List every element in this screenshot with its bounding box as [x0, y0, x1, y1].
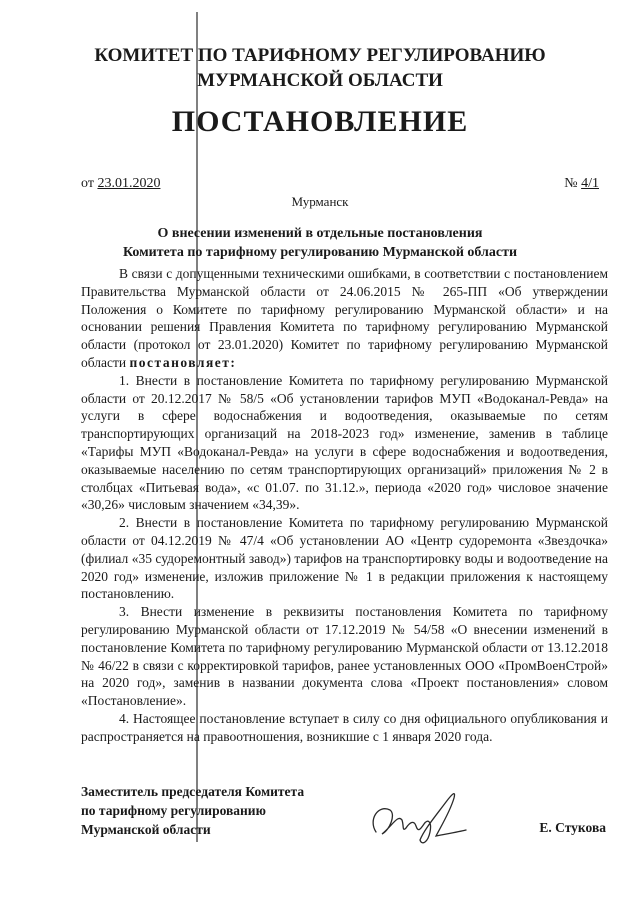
number-prefix: № — [564, 176, 582, 191]
item-2-paragraph: 2. Внести в постановление Комитета по тарифному регулированию Мурманской области от 04.12.2019 № 47/4 «Об установлении АО «Центр судоремонта «Звездочка» (филиал «35 судоремонтный завод») тарифов на транспортировку воды и водоотведение на 2020 год» изменение, изложив приложение № 1 в редакции приложения к настоящему постановлению. — [81, 515, 608, 602]
subject-line1: О внесении изменений в отдельные постановления — [157, 226, 483, 241]
document-subject — [0, 224, 640, 262]
city: Мурманск — [291, 194, 349, 209]
organization-name — [0, 43, 640, 93]
date-prefix: от — [81, 176, 98, 191]
preamble-text: В связи с допущенными техническими ошибками, в соответствии с постановлением Правительства Мурманской области от 24.06.2015 № 265-ПП «Об утверждении Положения о Комитете по тарифному регулированию Мурманской области» и на основании решения Правления Комитета по тарифному регулированию Мурманской области (протокол от 23.01.2020) Комитет по тарифному регулированию Мурманской области — [81, 266, 608, 370]
signatory-title-line3: Мурманской области — [81, 822, 211, 837]
document-number — [564, 176, 599, 192]
signatory-title — [81, 782, 304, 839]
resolves-keyword: постановляет: — [129, 354, 237, 370]
signatory-title-line2: по тарифному регулированию — [81, 803, 266, 818]
item-4-paragraph: 4. Настоящее постановление вступает в силу со дня официального опубликования и распространяется на правоотношения, возникшие с 1 января 2020 года. — [81, 710, 608, 744]
handwritten-signature — [362, 780, 472, 850]
organization-name-line2: МУРМАНСКОЙ ОБЛАСТИ — [197, 70, 443, 91]
date-value: 23.01.2020 — [97, 176, 161, 191]
organization-name-line1: КОМИТЕТ ПО ТАРИФНОМУ РЕГУЛИРОВАНИЮ — [94, 45, 546, 66]
subject-line2: Комитета по тарифному регулированию Мурманской области — [122, 245, 518, 260]
date-number-row — [81, 176, 599, 194]
signatory-title-line1: Заместитель председателя Комитета — [81, 784, 305, 799]
document-body — [81, 265, 608, 746]
preamble-paragraph — [81, 265, 608, 372]
signer-name: Е. Стукова — [539, 820, 606, 835]
document-type-title: ПОСТАНОВЛЕНИЕ — [171, 105, 469, 138]
document-date — [81, 176, 160, 192]
item-3-paragraph: 3. Внести изменение в реквизиты постановления Комитета по тарифному регулированию Мурманской области от 17.12.2019 № 54/58 «О внесении изменений в постановление Комитета по тарифному регулированию Мурманской области от 13.12.2018 № 46/22 в связи с корректировкой тарифов, ранее установленных ООО «ПромВоенСтрой» на 2020 год», заменив в названии документа слова «Проект постановления» словом «Постановление». — [81, 604, 608, 709]
number-value: 4/1 — [581, 176, 599, 191]
item-1-paragraph: 1. Внести в постановление Комитета по тарифному регулированию Мурманской области от 20.12.2017 № 58/5 «Об установлении тарифов МУП «Водоканал-Ревда» на услуги в сфере водоснабжения и водоотведения, оказываемые по сетям транспортирующих организаций на 2018-2023 год» изменение, заменив в таблице «Тарифы МУП «Водоканал-Ревда» на услуги в сфере водоснабжения и водоотведения, оказываемые населению по сетям транспортирующих организаций» приложения № 2 в столбцах «Питьевая вода», «с 01.07. по 31.12.», периода «2020 год» числовое значение «30,26» числовым значением «34,39». — [81, 372, 608, 513]
